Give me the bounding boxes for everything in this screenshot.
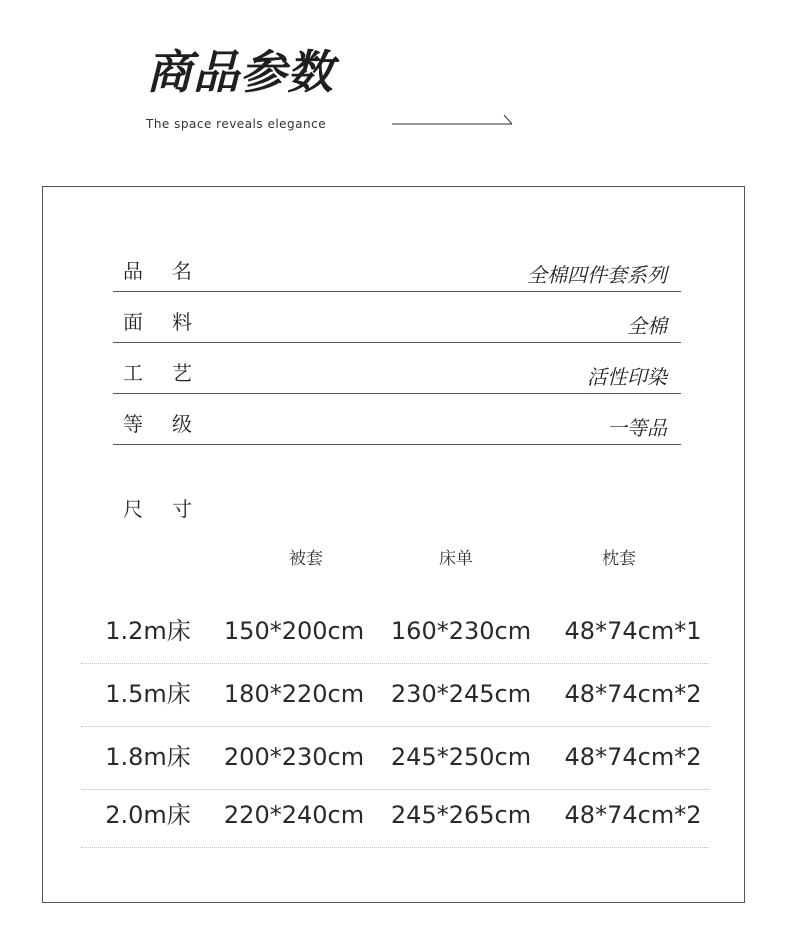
pillow-size: 48*74cm*2 <box>564 743 702 771</box>
bed-size: 1.2m床 <box>105 617 191 645</box>
param-value: 全棉四件套系列 <box>527 263 667 287</box>
page-subtitle: The space reveals elegance <box>146 117 327 131</box>
duvet-size: 180*220cm <box>223 680 365 708</box>
duvet-size: 200*230cm <box>223 743 365 771</box>
bed-size: 2.0m床 <box>105 801 191 829</box>
param-label: 面料 <box>123 310 221 334</box>
bed-size: 1.5m床 <box>105 680 191 708</box>
pillow-size: 48*74cm*2 <box>564 801 702 829</box>
size-row <box>81 726 709 790</box>
param-label: 等级 <box>123 412 221 436</box>
param-row-fabric <box>113 302 681 343</box>
duvet-size: 150*200cm <box>223 617 365 645</box>
param-value: 全棉 <box>627 314 667 338</box>
pillow-size: 48*74cm*2 <box>564 680 702 708</box>
page-title: 商品参数 <box>146 45 334 99</box>
sheet-size: 230*245cm <box>390 680 532 708</box>
column-header-sheet: 床单 <box>439 549 473 569</box>
arrow-right-icon <box>392 112 516 128</box>
parameters-panel <box>42 186 745 903</box>
param-label: 工艺 <box>123 361 221 385</box>
pillow-size: 48*74cm*1 <box>564 617 702 645</box>
param-row-name <box>113 251 681 292</box>
param-value: 一等品 <box>607 416 667 440</box>
column-header-pillow: 枕套 <box>602 549 636 569</box>
size-row <box>81 600 709 664</box>
param-row-grade <box>113 404 681 445</box>
param-label: 品名 <box>123 259 221 283</box>
column-header-duvet: 被套 <box>289 549 323 569</box>
size-section-label: 尺寸 <box>123 497 221 521</box>
size-row <box>81 663 709 727</box>
param-value: 活性印染 <box>587 365 667 389</box>
param-row-craft <box>113 353 681 394</box>
sheet-size: 160*230cm <box>390 617 532 645</box>
size-row <box>81 784 709 848</box>
sheet-size: 245*265cm <box>390 801 532 829</box>
duvet-size: 220*240cm <box>223 801 365 829</box>
bed-size: 1.8m床 <box>105 743 191 771</box>
sheet-size: 245*250cm <box>390 743 532 771</box>
